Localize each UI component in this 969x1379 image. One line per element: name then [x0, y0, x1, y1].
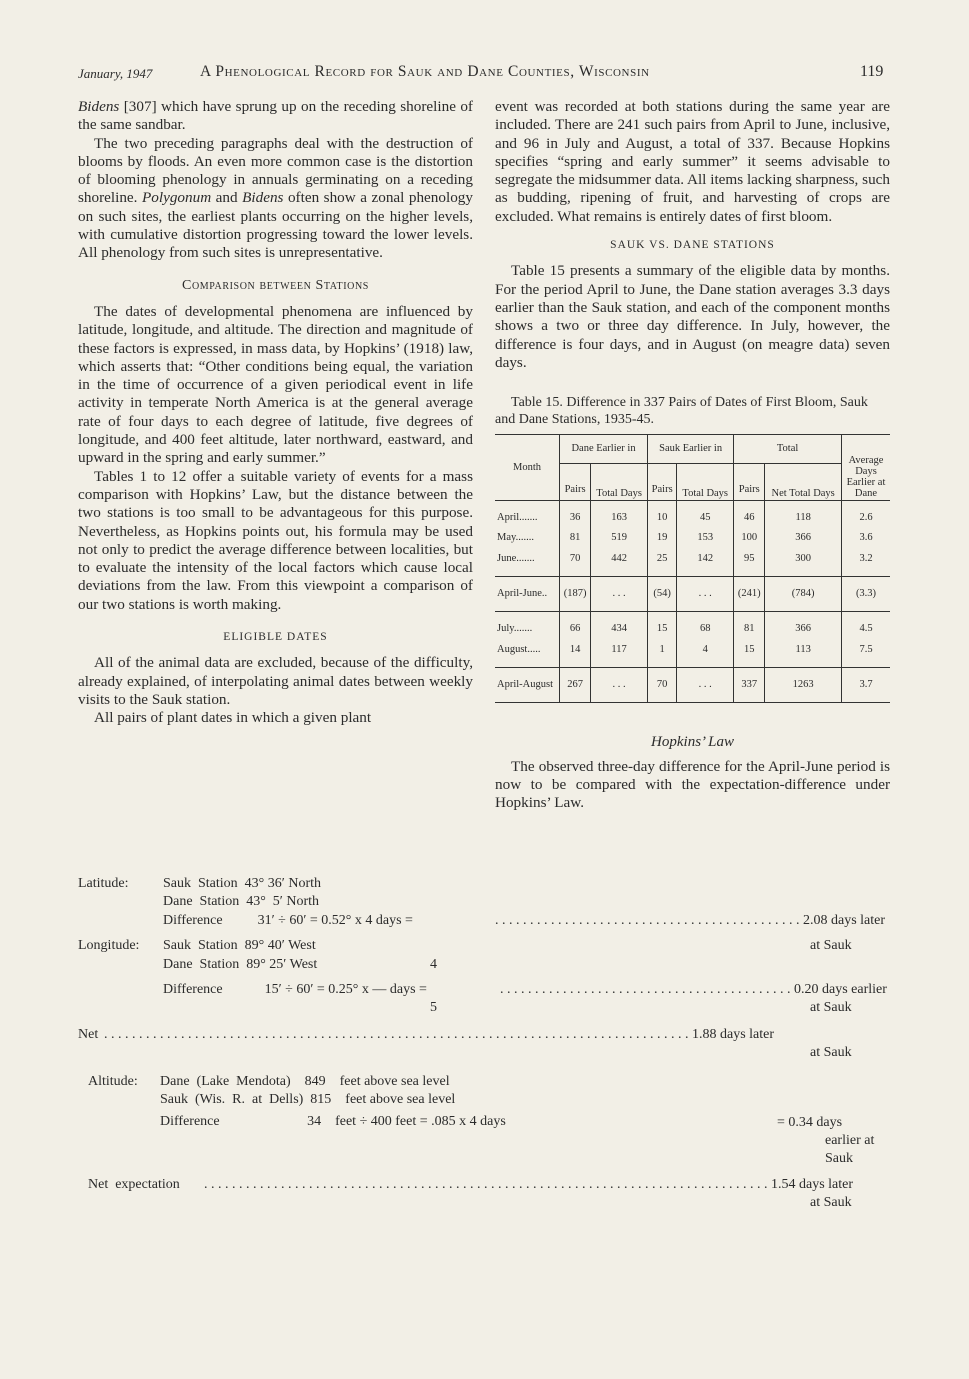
table-cell: 81 — [734, 612, 765, 640]
altitude-difference: Difference 34 feet ÷ 400 feet = .085 x 4 days — [160, 1114, 506, 1129]
latitude-result-2: at Sauk — [810, 938, 852, 953]
latitude-sauk: Sauk Station 43° 36′ North — [163, 876, 321, 891]
longitude-label: Longitude: — [78, 938, 140, 953]
table-cell: 14 — [560, 640, 591, 668]
table-cell: 153 — [677, 528, 734, 548]
table-cell: 113 — [765, 640, 842, 668]
table-cell: 68 — [677, 612, 734, 640]
table-cell: 1 — [648, 640, 677, 668]
latitude-difference: Difference 31′ ÷ 60′ = 0.52° x 4 days = — [163, 913, 417, 928]
paragraph: event was recorded at both stations during the same year are included. There are 241 such pairs from April to June, inclusive, and 96 in July and August, a total of 337. Because Hopkins specifies “spring and early summer” it seems advisable to segregate the midsummer data. All items lacking sharpness, such as budding, ripening of fruit, and harvesting of crops are excluded. What remains is entirely dates of first bloom. — [495, 98, 890, 225]
table-cell: 163 — [591, 501, 648, 529]
th-pairs: Pairs — [734, 464, 765, 501]
paragraph: Tables 1 to 12 offer a suitable variety of events for a mass comparison with Hopkins’ Law, but the distance between the two stations is too small to be advantageous for this purpose. Nevertheless, as Hopkins points out, his formula may be used not only to predict the average difference between localities, but to evaluate the intensity of the local factors which cause local deviations from the law. From this viewpoint a comparison of our two stations is worth making. — [78, 467, 473, 613]
table-row — [495, 528, 890, 548]
table-cell: 142 — [677, 549, 734, 577]
table-cell: (187) — [560, 577, 591, 612]
table-cell: 2.6 — [859, 512, 873, 524]
th-average: Average Days Earlier at Dane — [846, 455, 886, 500]
net-expectation-result: . . . . . . . . . . . . . . . . . . . . . . . . . . . . . . . . . . . . . . . . . . . . . . . . . . . . . . . . . . . . . . . . . . . . . . . . . . . . . . . . . 1.54 days later — [204, 1177, 854, 1192]
th-month: Month — [495, 435, 560, 501]
text: The two preceding paragraphs deal with the destruction of blooms by floods. An even more common case is the distortion of blooming phenology in annuals germinating on a receding shoreline. — [78, 134, 473, 207]
row-label: August..... — [495, 640, 560, 668]
altitude-result: = 0.34 days — [777, 1115, 843, 1130]
table-cell: 4 — [677, 640, 734, 668]
text: and — [211, 189, 243, 207]
th-pairs: Pairs — [648, 464, 677, 501]
altitude-result-3: Sauk — [825, 1151, 853, 1166]
net-label: Net — [78, 1027, 99, 1042]
italic-term: Bidens — [242, 189, 284, 207]
table-row — [495, 612, 890, 640]
table-cell: 46 — [734, 501, 765, 529]
table-cell: 70 — [648, 667, 677, 702]
paragraph: The dates of developmental phenomena are influenced by latitude, longitude, and altitude. The direction and magnitude of these factors is expressed, in mass data, by Hopkins’ (1918) law, which asserts that: “Other conditions being equal, the variation in the time of occurrence of a given periodical event in life activity in temperate North America is at the general average rate of four days to each degree of latitude, five degrees of longitude, and 400 feet altitude, later northward, eastward, and upward in the spring and early summer.” — [78, 302, 473, 467]
section-heading: Hopkins’ Law — [651, 734, 734, 751]
table-row — [495, 501, 890, 529]
text: [307] which have sprung up on the receding shoreline of the same sandbar. — [78, 98, 473, 134]
table-cell: 15 — [734, 640, 765, 668]
table-cell: . . . — [591, 667, 648, 702]
th-total: Total — [734, 435, 842, 464]
italic-term: Bidens — [78, 98, 120, 115]
th-pairs: Pairs — [560, 464, 591, 501]
table-cell: 366 — [765, 612, 842, 640]
longitude-result: . . . . . . . . . . . . . . . . . . . . . . . . . . . . . . . . . . . . . . . . . . 0.20 days earlier — [500, 982, 887, 997]
table-cell: 66 — [560, 612, 591, 640]
net-result-2: at Sauk — [810, 1045, 852, 1060]
subsection-heading: ELIGIBLE DATES — [223, 631, 328, 644]
table-cell: 100 — [734, 528, 765, 548]
table-cell: 70 — [560, 549, 591, 577]
net-result: . . . . . . . . . . . . . . . . . . . . . . . . . . . . . . . . . . . . . . . . . . . . . . . . . . . . . . . . . . . . . . . . . . . . . . . . . . . . . . . . . . . . 1.88 days later — [104, 1027, 775, 1042]
table-cell: 45 — [677, 501, 734, 529]
table-cell: 118 — [765, 501, 842, 529]
table-cell: 300 — [765, 549, 842, 577]
table-cell: . . . — [677, 577, 734, 612]
altitude-sauk: Sauk (Wis. R. at Dells) 815 feet above sea level — [160, 1092, 456, 1107]
paragraph: Table 15 presents a summary of the eligible data by months. For the period April to June, the Dane station averages 3.3 days earlier than the Sauk station, and each of the component months shows a two or three day difference. In July, however, the difference is four days, and in August (on meagre data) seven days. — [495, 262, 890, 371]
right-column — [495, 98, 890, 812]
table-cell: 442 — [591, 549, 648, 577]
altitude-result-2: earlier at — [825, 1133, 875, 1148]
table-cell: (54) — [648, 577, 677, 612]
longitude-result-2: at Sauk — [810, 1000, 852, 1015]
longitude-sauk: Sauk Station 89° 40′ West — [163, 938, 316, 953]
th-dane-earlier: Dane Earlier in — [560, 435, 648, 464]
table-cell: 36 — [560, 501, 591, 529]
latitude-label: Latitude: — [78, 876, 129, 891]
latitude-result: . . . . . . . . . . . . . . . . . . . . . . . . . . . . . . . . . . . . . . . . . . . . 2.08 days later — [495, 913, 886, 928]
table-cell: 95 — [734, 549, 765, 577]
paragraph — [78, 135, 473, 263]
th-total-days: Total Days — [591, 464, 648, 501]
table-cell: 25 — [648, 549, 677, 577]
th-sauk-earlier: Sauk Earlier in — [648, 435, 734, 464]
italic-term: Polygonum — [141, 189, 212, 207]
table-cell: 117 — [591, 640, 648, 668]
table-cell: 3.2 — [859, 552, 873, 564]
table-cell: 4.5 — [859, 623, 873, 635]
table-15 — [495, 434, 890, 703]
table-row — [495, 549, 890, 577]
table-cell: . . . — [591, 577, 648, 612]
table-cell: 1263 — [765, 667, 842, 702]
table-row — [495, 577, 890, 612]
paragraph: All pairs of plant dates in which a given plant — [94, 709, 372, 727]
net-expectation-label: Net expectation — [88, 1177, 180, 1192]
page-number: 119 — [860, 63, 884, 80]
running-date: January, 1947 — [78, 66, 153, 81]
table-cell: (241) — [734, 577, 765, 612]
table-row — [495, 640, 890, 668]
paragraph — [78, 98, 473, 135]
paragraph: All of the animal data are excluded, because of the difficulty, already explained, of interpolating animal dates between weekly visits to the Sauk station. — [78, 654, 473, 708]
table-cell: 19 — [648, 528, 677, 548]
table-cell: (3.3) — [855, 588, 877, 600]
section-heading: Comparison between Stations — [182, 277, 369, 293]
table-row — [495, 667, 890, 702]
paragraph: The observed three-day difference for the April-June period is now to be compared with the expectation-difference under Hopkins’ Law. — [495, 757, 890, 812]
table-cell: (784) — [765, 577, 842, 612]
row-label: April....... — [495, 501, 560, 529]
table-cell: 267 — [560, 667, 591, 702]
row-label: July....... — [495, 612, 560, 640]
table-cell: 434 — [591, 612, 648, 640]
running-title: A Phenological Record for Sauk and Dane Counties, Wisconsin — [200, 63, 650, 80]
table-cell: 366 — [765, 528, 842, 548]
longitude-fraction-denominator: 5 — [430, 1000, 437, 1015]
table-cell: 3.7 — [859, 678, 873, 690]
longitude-fraction-numerator: 4 — [430, 957, 437, 972]
table-cell: 7.5 — [859, 643, 873, 655]
th-net-total-days: Net Total Days — [765, 464, 842, 501]
row-label: June....... — [495, 549, 560, 577]
table-cell: 3.6 — [859, 532, 873, 544]
altitude-dane: Dane (Lake Mendota) 849 feet above sea level — [160, 1074, 450, 1089]
left-column — [78, 98, 473, 728]
row-label: April-August — [495, 667, 560, 702]
longitude-difference: Difference 15′ ÷ 60′ = 0.25° x — days = — [163, 982, 431, 997]
table-cell: 519 — [591, 528, 648, 548]
net-expectation-result-2: at Sauk — [810, 1195, 852, 1210]
latitude-dane: Dane Station 43° 5′ North — [163, 894, 320, 909]
table-cell: 10 — [648, 501, 677, 529]
altitude-label: Altitude: — [88, 1074, 138, 1089]
table-cell: 337 — [734, 667, 765, 702]
row-label: May....... — [495, 528, 560, 548]
table-caption: Table 15. Difference in 337 Pairs of Dates of First Bloom, Sauk and Dane Stations, 1935-45. — [495, 395, 868, 428]
subsection-heading: SAUK VS. DANE STATIONS — [610, 239, 775, 252]
row-label: April-June.. — [495, 577, 560, 612]
text: often show a zonal phenology on such sites, the earliest plants occurring on the higher levels, with cumulative distortion progressing toward the lower levels. All phenology from such sites is unrepresentative. — [78, 189, 473, 262]
table-cell: . . . — [677, 667, 734, 702]
table-cell: 81 — [560, 528, 591, 548]
th-total-days: Total Days — [677, 464, 734, 501]
longitude-dane: Dane Station 89° 25′ West — [163, 957, 318, 972]
table-cell: 15 — [648, 612, 677, 640]
